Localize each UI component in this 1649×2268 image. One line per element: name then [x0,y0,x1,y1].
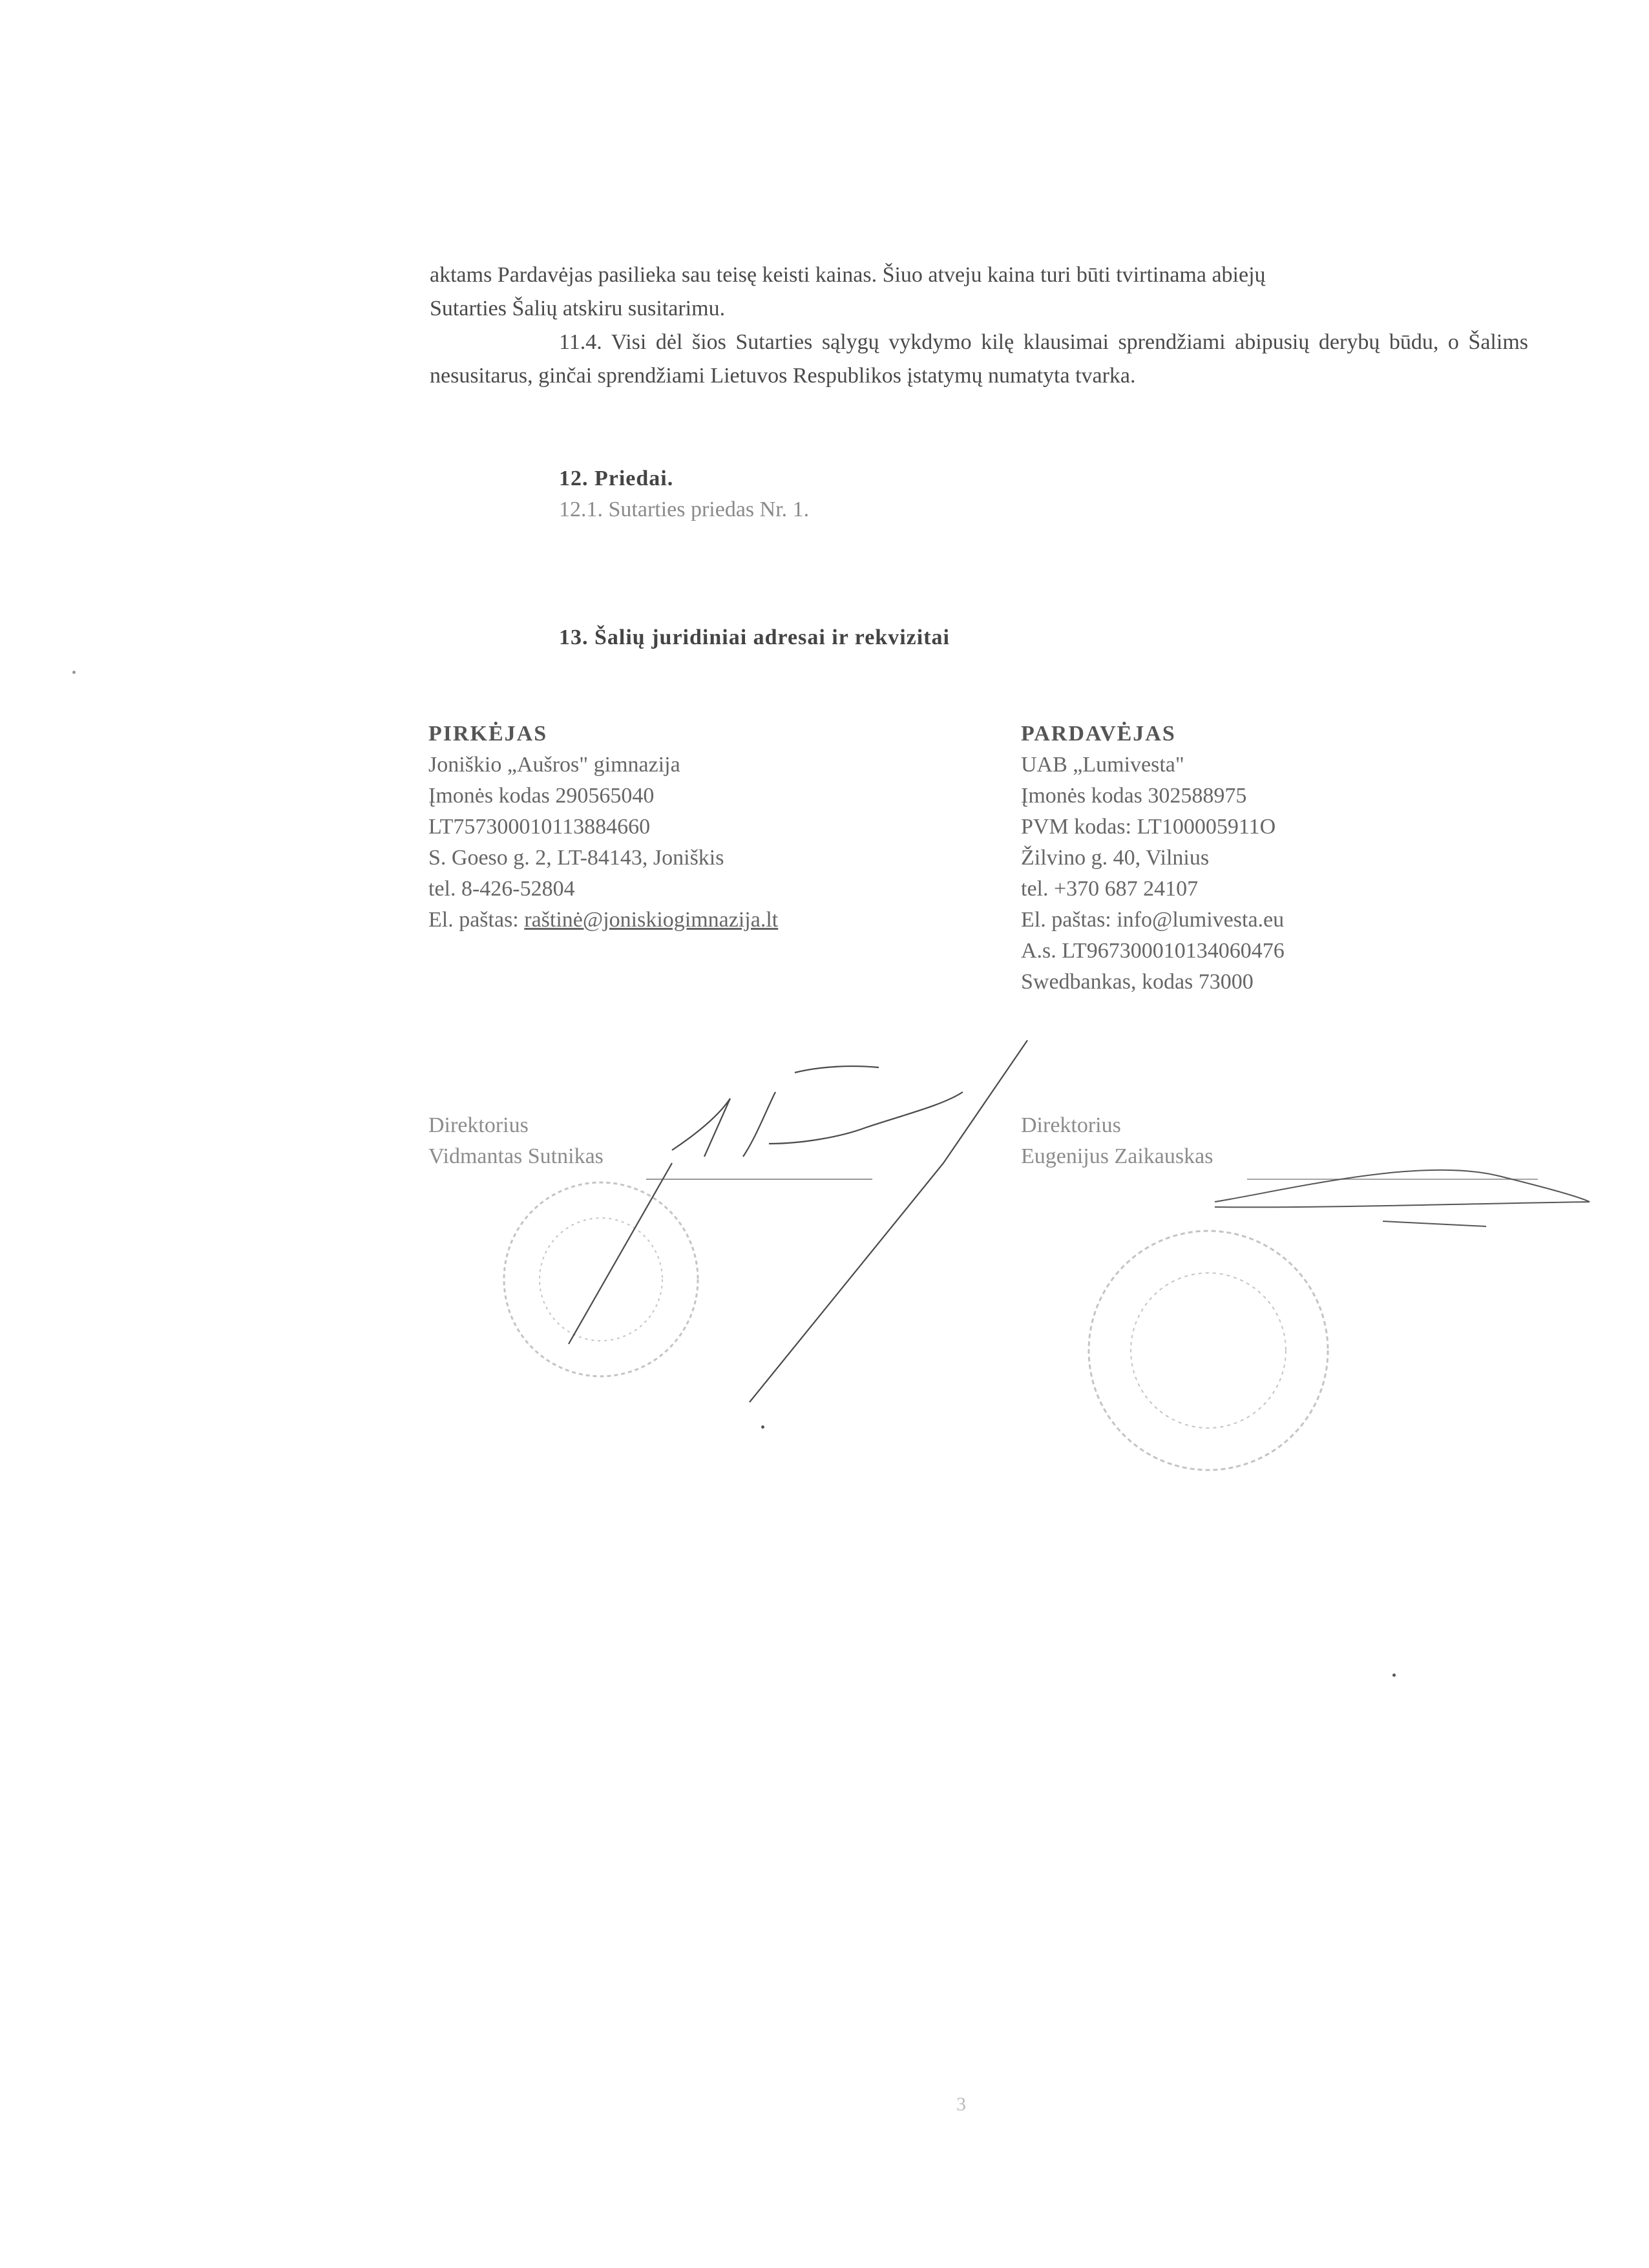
buyer-stamp-inner-ring [540,1218,662,1341]
buyer-phone: tel. 8-426-52804 [428,877,575,901]
speck [1392,1674,1396,1677]
clause-number: 11.4. [559,330,602,354]
seller-company-code: Įmonės kodas 302588975 [1021,784,1247,808]
seller-signatory-name: Eugenijus Zaikauskas [1021,1144,1213,1168]
buyer-role: PIRKĖJAS [428,722,548,746]
seller-signature-stroke [1215,1170,1590,1208]
buyer-signature [569,1040,1027,1402]
seller-stamp-inner-ring [1131,1273,1286,1428]
clause-11-3-continuation [430,258,1528,326]
buyer-signature-top-stroke [795,1066,879,1073]
buyer-signature-long-stroke [750,1040,1027,1402]
seller-signatory [1021,1110,1213,1172]
buyer-name: Joniškio „Aušros" gimnazija [428,753,680,777]
seller-stamp [1089,1231,1328,1470]
buyer-email-label: El. paštas: [428,908,519,932]
page-number: 3 [956,2094,966,2115]
buyer-stamp-outer-ring [504,1182,698,1376]
speck [761,1425,764,1429]
buyer-email-row [428,905,778,936]
buyer-signatory [428,1110,604,1172]
section-12-1-item: 12.1. Sutarties priedas Nr. 1. [559,498,810,521]
buyer-signature-stroke [672,1092,963,1157]
seller-bank: Swedbankas, kodas 73000 [1021,970,1254,994]
seller-address: Žilvino g. 40, Vilnius [1021,846,1210,870]
buyer-account: LT757300010113884660 [428,815,651,839]
seller-email: El. paštas: info@lumivesta.eu [1021,908,1285,932]
section-13-heading: 13. Šalių juridiniai adresai ir rekvizitai [559,625,950,649]
seller-signature-tail [1383,1221,1486,1226]
clause-text: Visi dėl šios Sutarties sąlygų vykdymo kilę klausimai sprendžiami abipusių derybų būdu, o Šalims nesusitarus, ginčai sprendžiami Lietuvos Respublikos įstatymų numatyta tvarka. [430,330,1529,388]
seller-details [1021,719,1285,998]
clause-line: Sutarties Šalių atskiru susitarimu. [430,297,726,320]
seller-stamp-outer-ring [1089,1231,1328,1470]
seller-phone: tel. +370 687 24107 [1021,877,1199,901]
buyer-stamp [504,1182,698,1376]
seller-signatory-title: Direktorius [1021,1113,1121,1137]
buyer-details [428,719,778,936]
speck [72,671,76,674]
section-12-heading: 12. Priedai. [559,467,674,490]
buyer-address: S. Goeso g. 2, LT-84143, Joniškis [428,846,724,870]
buyer-signature-down-stroke [569,1163,672,1344]
clause-11-4 [430,326,1528,393]
buyer-email-link[interactable]: raštinė@joniskiogimnazija.lt [524,908,779,932]
buyer-signatory-name: Vidmantas Sutnikas [428,1144,604,1168]
seller-name: UAB „Lumivesta" [1021,753,1184,777]
seller-role: PARDAVĖJAS [1021,722,1176,746]
seller-account: A.s. LT967300010134060476 [1021,939,1285,963]
buyer-signatory-title: Direktorius [428,1113,529,1137]
buyer-company-code: Įmonės kodas 290565040 [428,784,655,808]
seller-vat-code: PVM kodas: LT100005911O [1021,815,1276,839]
seller-signature [1215,1170,1590,1226]
clause-line: aktams Pardavėjas pasilieka sau teisę keisti kainas. Šiuo atveju kaina turi būti tvirtinama abiejų [430,263,1266,287]
